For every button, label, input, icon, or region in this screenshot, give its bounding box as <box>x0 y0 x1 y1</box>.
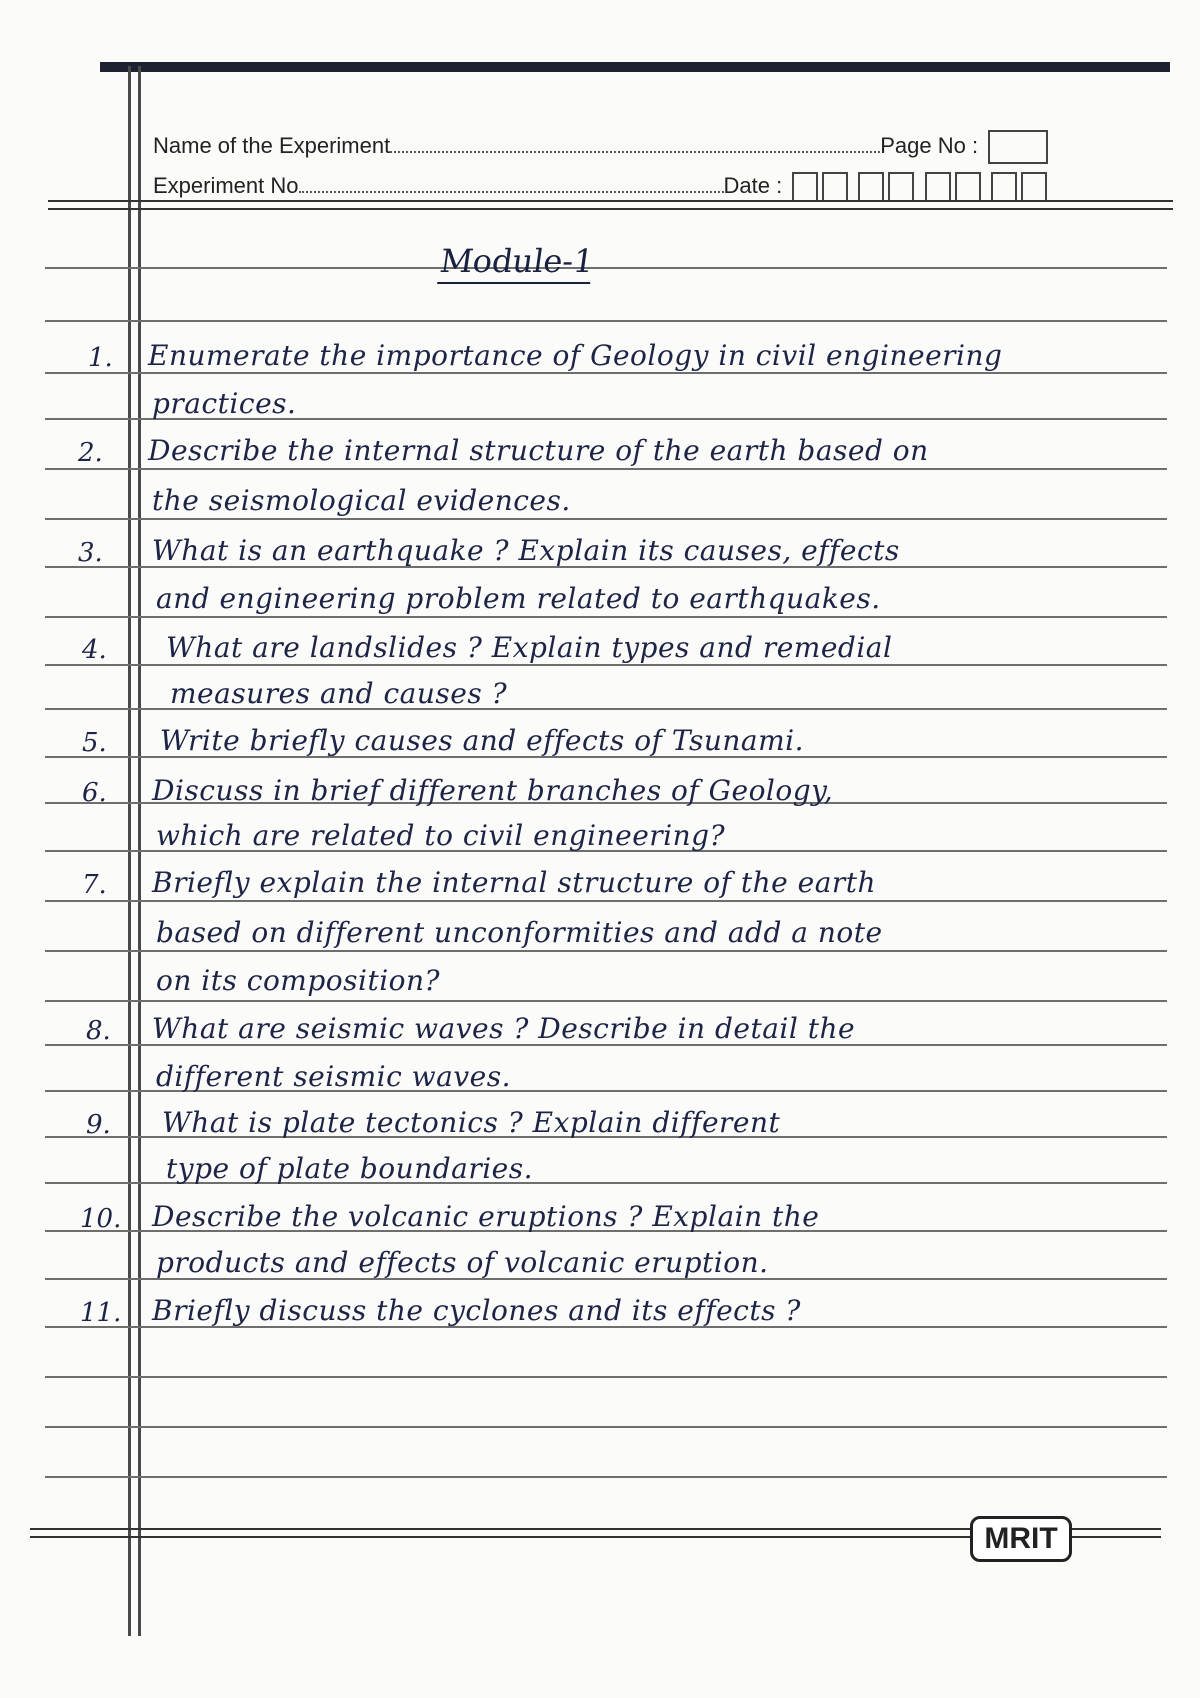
experiment-no-label: Experiment No <box>153 172 299 198</box>
question-text-line: and engineering problem related to earthquakes. <box>156 582 881 615</box>
date-box <box>858 172 884 202</box>
ruled-line <box>45 1376 1167 1378</box>
date-box <box>888 172 914 202</box>
ruled-line <box>45 1426 1167 1428</box>
date-box <box>1021 172 1047 202</box>
question-number: 1. <box>88 343 113 373</box>
ruled-line <box>45 267 1167 269</box>
footer-rule-2 <box>30 1536 970 1538</box>
question-text-line: Describe the internal structure of the earth based on <box>148 434 929 467</box>
ruled-line <box>45 320 1167 322</box>
question-text-line: Enumerate the importance of Geology in civil engineering <box>148 339 1003 372</box>
ruled-line <box>45 664 1167 666</box>
question-text-line: type of plate boundaries. <box>166 1152 534 1185</box>
page-no-label: Page No : <box>880 132 979 158</box>
ruled-line <box>45 468 1167 470</box>
question-text-line: based on different unconformities and add a note <box>156 916 883 949</box>
question-text-line: Describe the volcanic eruptions ? Explain the <box>152 1200 820 1233</box>
date-box <box>955 172 981 202</box>
footer-rule-4 <box>1066 1536 1161 1538</box>
date-box <box>925 172 951 202</box>
date-box <box>822 172 848 202</box>
ruled-line <box>45 1476 1167 1478</box>
question-text-line: What is plate tectonics ? Explain different <box>162 1106 781 1139</box>
question-number: 10. <box>80 1204 122 1234</box>
ruled-line <box>45 616 1167 618</box>
question-text-line: What are landslides ? Explain types and remedial <box>166 631 893 664</box>
question-text-line: Briefly discuss the cyclones and its effects ? <box>152 1294 801 1327</box>
page-title: Module-1 <box>437 242 596 284</box>
ruled-line <box>45 518 1167 520</box>
experiment-no-blank <box>299 191 724 193</box>
ruled-line <box>45 1000 1167 1002</box>
ruled-line <box>45 950 1167 952</box>
top-border <box>100 62 1170 72</box>
question-number: 9. <box>86 1110 111 1140</box>
question-number: 3. <box>78 538 103 568</box>
experiment-name-row <box>153 130 1048 164</box>
question-text-line: Briefly explain the internal structure of the earth <box>152 866 877 899</box>
question-text-line: What are seismic waves ? Describe in detail the <box>152 1012 856 1045</box>
question-text-line: What is an earthquake ? Explain its causes, effects <box>152 534 900 567</box>
question-number: 8. <box>86 1016 111 1046</box>
question-text-line: which are related to civil engineering? <box>156 819 726 852</box>
question-text-line: the seismological evidences. <box>152 484 571 517</box>
mrit-logo: MRIT <box>970 1516 1072 1562</box>
question-number: 11. <box>80 1298 122 1328</box>
question-text-line: products and effects of volcanic eruption. <box>156 1246 769 1279</box>
question-number: 7. <box>82 870 107 900</box>
footer-rule-1 <box>30 1528 970 1530</box>
experiment-name-blank <box>390 151 880 153</box>
page-no-box <box>988 130 1048 164</box>
date-box <box>991 172 1017 202</box>
question-number: 6. <box>82 778 107 808</box>
date-box <box>792 172 818 202</box>
ruled-line <box>45 900 1167 902</box>
footer-rule-3 <box>1066 1528 1161 1530</box>
date-label: Date : <box>723 172 783 198</box>
question-text-line: different seismic waves. <box>156 1060 511 1093</box>
question-text-line: on its composition? <box>156 964 441 997</box>
experiment-name-label: Name of the Experiment <box>153 132 391 158</box>
ruled-line <box>45 372 1167 374</box>
header-rule-2 <box>48 208 1173 210</box>
question-text-line: Write briefly causes and effects of Tsunami. <box>160 724 804 757</box>
question-number: 5. <box>82 728 107 758</box>
header-rule-1 <box>48 200 1173 202</box>
question-text-line: practices. <box>152 387 297 420</box>
question-number: 4. <box>82 635 107 665</box>
question-number: 2. <box>78 438 103 468</box>
question-text-line: measures and causes ? <box>170 677 508 710</box>
experiment-no-row <box>153 172 1047 202</box>
question-text-line: Discuss in brief different branches of Geology, <box>152 774 834 807</box>
